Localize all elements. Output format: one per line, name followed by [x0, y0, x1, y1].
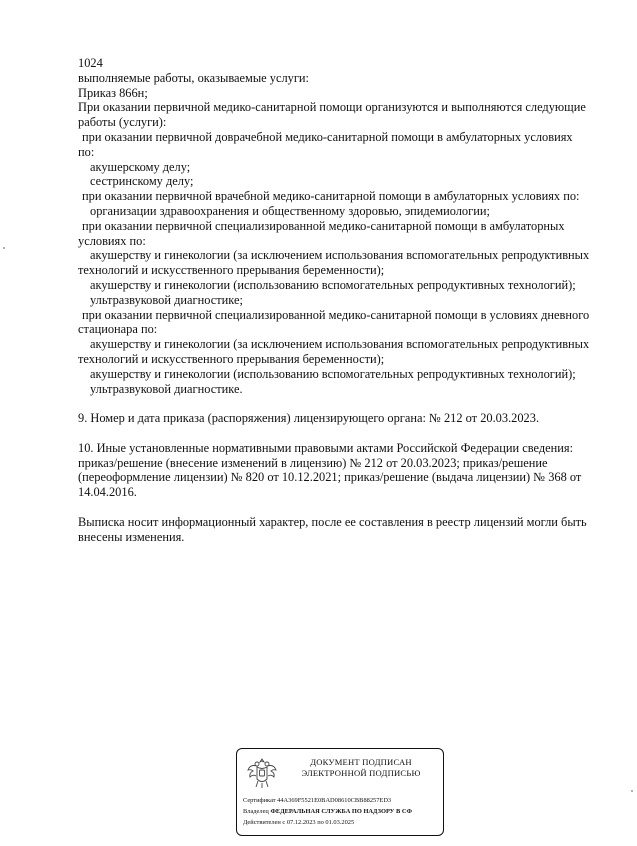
document-line: по: — [78, 144, 95, 159]
document-line: при оказании первичной специализированной медико-санитарной помощи в условиях дневного — [82, 307, 590, 322]
document-line: акушерскому делу; — [90, 159, 191, 174]
document-line: выполняемые работы, оказываемые услуги: — [78, 70, 310, 85]
stamp-title-line-1: ДОКУМЕНТ ПОДПИСАН — [310, 757, 412, 767]
document-line: приказ/решение (внесение изменений в лицензию) № 212 от 20.03.2023; приказ/решение — [78, 455, 548, 470]
document-line: 9. Номер и дата приказа (распоряжения) лицензирующего органа: № 212 от 20.03.2023. — [78, 411, 540, 426]
document-line: внесены изменения. — [78, 529, 185, 544]
blank-line — [78, 426, 608, 441]
document-line: организации здравоохранения и общественному здоровью, эпидемиологии; — [90, 203, 490, 218]
document-line: работы (услуги): — [78, 115, 167, 130]
stamp-certificate — [243, 797, 391, 805]
margin-mark — [3, 247, 5, 249]
document-line: стационара по: — [78, 322, 158, 337]
document-line: 10. Иные установленные нормативными правовыми актами Российской Федерации сведения: — [78, 440, 574, 455]
document-line: технологий и искусственного прерывания беременности); — [78, 263, 385, 278]
document-line: ультразвуковой диагностике; — [90, 292, 243, 307]
margin-mark — [631, 790, 633, 792]
blank-line — [78, 396, 608, 411]
document-line: при оказании первичной врачебной медико-санитарной помощи в амбулаторных условиях по: — [82, 189, 580, 204]
document-line: акушерству и гинекологии (использованию вспомогательных репродуктивных технологий); — [90, 366, 576, 381]
document-line: 14.04.2016. — [78, 485, 137, 500]
document-line: при оказании первичной специализированной медико-санитарной помощи в амбулаторных — [82, 218, 565, 233]
document-line: Приказ 866н; — [78, 85, 148, 100]
stamp-title — [283, 757, 439, 779]
document-line: акушерству и гинекологии (за исключением использования вспомогательных репродуктивных — [90, 248, 590, 263]
electronic-signature-stamp — [236, 748, 444, 836]
document-line: акушерству и гинекологии (за исключением использования вспомогательных репродуктивных — [90, 337, 590, 352]
stamp-title-line-2: ЭЛЕКТРОННОЙ ПОДПИСЬЮ — [301, 768, 421, 778]
stamp-validity — [243, 819, 354, 827]
document-line: условиях по: — [78, 233, 146, 248]
document-line: сестринскому делу; — [90, 174, 194, 189]
coat-of-arms-icon — [245, 755, 279, 791]
validity-period: Действителен с 07.12.2023 по 01.03.2025 — [243, 819, 355, 826]
document-line: Выписка носит информационный характер, после ее составления в реестр лицензий могли быть — [78, 514, 587, 529]
document-body — [78, 56, 608, 544]
document-line: при оказании первичной доврачебной медико-санитарной помощи в амбулаторных условиях — [82, 129, 573, 144]
owner-value: ФЕДЕРАЛЬНАЯ СЛУЖБА ПО НАДЗОРУ В СФ — [270, 808, 412, 815]
owner-label: Владелец — [243, 808, 269, 815]
certificate-label: Сертификат — [243, 797, 276, 804]
document-line: (переоформление лицензии) № 820 от 10.12.2021; приказ/решение (выдача лицензии) № 368 от — [78, 470, 582, 485]
blank-line — [78, 500, 608, 515]
document-line: ультразвуковой диагностике. — [90, 381, 243, 396]
document-line: 1024 — [78, 56, 103, 70]
document-line: акушерству и гинекологии (использованию вспомогательных репродуктивных технологий); — [90, 277, 576, 292]
certificate-value: 44A369F5521E0BAD08610CBB88257ED3 — [277, 797, 392, 804]
stamp-owner — [243, 808, 412, 816]
document-line: При оказании первичной медико-санитарной помощи организуются и выполняются следующие — [78, 100, 586, 115]
document-line: технологий и искусственного прерывания беременности); — [78, 351, 385, 366]
